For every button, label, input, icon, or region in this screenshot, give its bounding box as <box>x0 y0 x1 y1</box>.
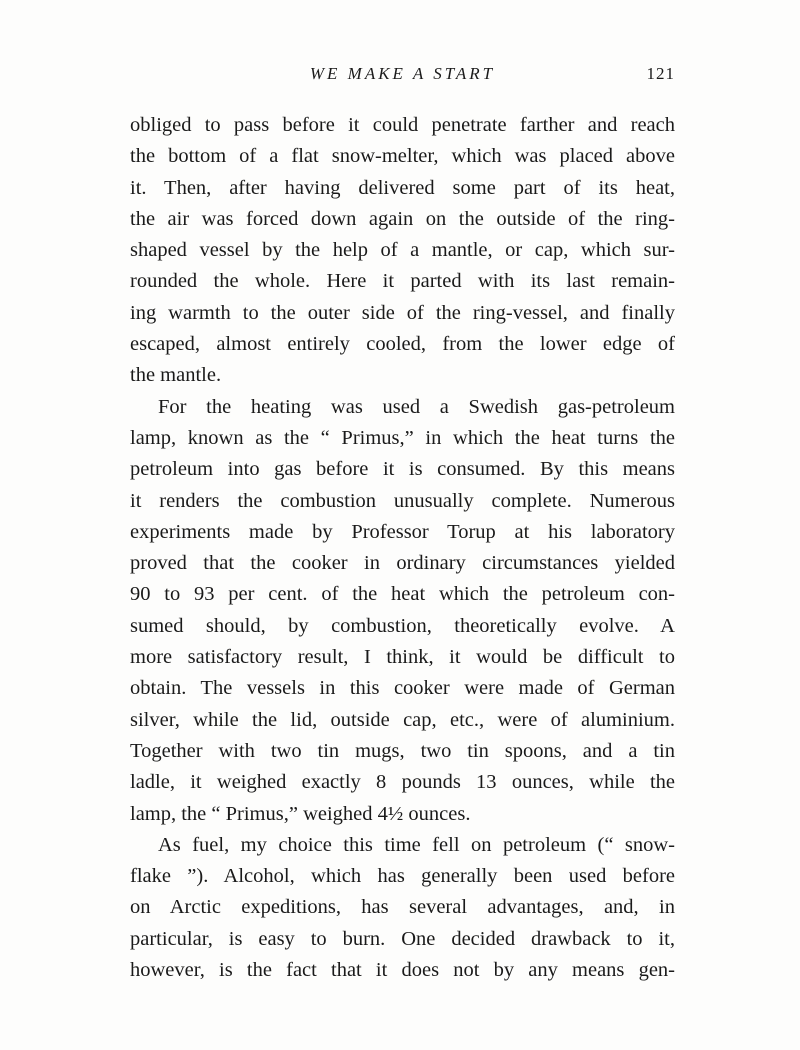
text-line: however, is the fact that it does not by any means gen- <box>130 959 675 982</box>
text-line: 90 to 93 per cent. of the heat which the petroleum con- <box>130 583 675 606</box>
text-line: it. Then, after having delivered some part of its heat, <box>130 176 675 199</box>
text-line: petroleum into gas before it is consumed. By this means <box>130 458 675 481</box>
text-line: on Arctic expeditions, has several advantages, and, in <box>130 896 675 919</box>
text-line: rounded the whole. Here it parted with its last remain- <box>130 270 675 293</box>
text-line: silver, while the lid, outside cap, etc., were of aluminium. <box>130 708 675 731</box>
text-line: the mantle. <box>130 364 222 387</box>
paragraph-first-line: As fuel, my choice this time fell on petroleum (“ snow- <box>158 833 675 856</box>
text-line: the bottom of a flat snow-melter, which was placed above <box>130 145 675 168</box>
text-line: ladle, it weighed exactly 8 pounds 13 ounces, while the <box>130 771 675 794</box>
text-line: the air was forced down again on the outside of the ring- <box>130 207 675 230</box>
running-head <box>130 62 675 86</box>
text-line: escaped, almost entirely cooled, from the lower edge of <box>130 333 675 356</box>
text-line: proved that the cooker in ordinary circumstances yielded <box>130 552 675 575</box>
text-line: experiments made by Professor Torup at his laboratory <box>130 520 675 543</box>
text-line: shaped vessel by the help of a mantle, or cap, which sur- <box>130 239 675 262</box>
running-title: WE MAKE A START <box>309 64 496 83</box>
text-line: lamp, known as the “ Primus,” in which the heat turns the <box>130 426 675 449</box>
text-line: more satisfactory result, I think, it would be difficult to <box>130 646 675 669</box>
text-line: ing warmth to the outer side of the ring-vessel, and finally <box>130 301 675 324</box>
text-line: sumed should, by combustion, theoretically evolve. A <box>130 614 675 637</box>
text-line: particular, is easy to burn. One decided drawback to it, <box>130 927 675 950</box>
paragraph-first-line: For the heating was used a Swedish gas-petroleum <box>158 395 675 418</box>
text-line: lamp, the “ Primus,” weighed 4½ ounces. <box>130 802 471 825</box>
page-number: 121 <box>646 64 675 83</box>
text-line: obtain. The vessels in this cooker were made of German <box>130 677 675 700</box>
text-line: Together with two tin mugs, two tin spoons, and a tin <box>130 739 675 762</box>
text-line: it renders the combustion unusually complete. Numerous <box>130 489 675 512</box>
body-text <box>130 110 675 986</box>
text-line: flake ”). Alcohol, which has generally been used before <box>130 865 675 888</box>
text-line: obliged to pass before it could penetrate farther and reach <box>130 114 675 136</box>
